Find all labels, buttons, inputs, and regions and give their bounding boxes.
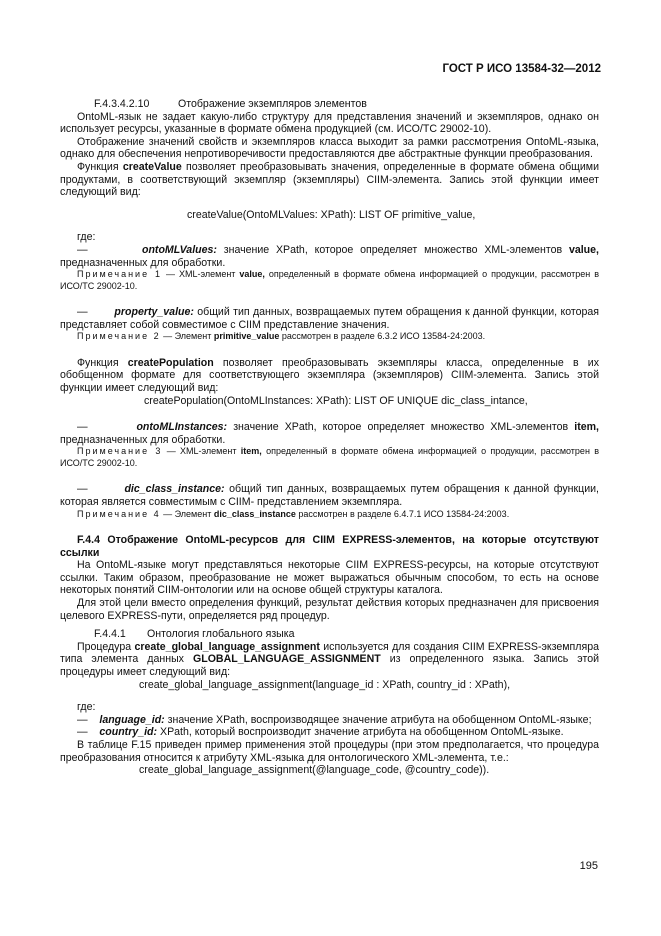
section-title: Онтология глобального языка xyxy=(147,628,295,641)
note: Примечание 2 — Элемент primitive_value рассмотрен в разделе 6.3.2 ИСО 13584-24:2003. xyxy=(77,331,486,342)
paragraph: В таблице F.15 приведен пример применения этой процедуры (при этом предполагается, что процедура преобразования относится к атрибуту XML-языка для онтологического XML-элемента, т.е.: xyxy=(60,738,599,764)
list-item: — ontoMLValues: значение XPath, которое определяет множество XML-элементов value, предназначенных для обработки. xyxy=(60,243,599,269)
section-heading: F.4.4 Отображение OntoML-ресурсов для CIIM EXPRESS-элементов, на которые отсутствуют ссылки xyxy=(60,534,599,559)
list-item: — ontoMLInstances: значение XPath, которое определяет множество XML-элементов item, предназначенных для обработки. xyxy=(60,421,599,446)
paragraph: Функция createPopulation позволяет преобразовывать экземпляры класса, определенные в их обобщенном формате для соответствующего экземпляра (экземпляров) CIIM-элемента. Запись этой функции имеет следующий вид: xyxy=(60,356,599,394)
where-label: где: xyxy=(77,701,96,714)
note: Примечание 1 — XML-элемент value, определенный в формате обмена информацией о продукции, рассмотрен в ИСО/ТС 29002-10. xyxy=(60,269,599,291)
formula: create_global_language_assignment(language_id : XPath, country_id : XPath), xyxy=(139,678,511,691)
page-content xyxy=(60,98,599,777)
paragraph: OntoML-язык не задает какую-либо структуру для представления значений и экземпляров, однако он использует ресурсы, указанные в формате обмена продукцией (см. ИСО/ТС 29002-10). xyxy=(60,110,599,136)
paragraph: Отображение значений свойств и экземпляров класса выходит за рамки рассмотрения OntoML-языка, однако для обеспечения непротиворечивости предоставляются две абстрактные функции преобразования. xyxy=(60,135,599,161)
list-item: — country_id: XPath, который воспроизводит значение атрибута на обобщенном OntoML-языке. xyxy=(77,726,564,739)
section-heading xyxy=(60,628,599,641)
list-item: — language_id: значение XPath, воспроизводящее значение атрибута на обобщенном OntoML-языке; xyxy=(77,713,592,726)
formula: create_global_language_assignment(@language_code, @country_code)). xyxy=(139,764,490,777)
paragraph: Функция createValue позволяет преобразовывать значения, определенные в формате обмена общими продуктами, в соответствующий экземпляр (экземпляры) CIIM-элемента. Запись этой функции имеет следующий вид: xyxy=(60,160,599,199)
paragraph: Процедура create_global_language_assignment используется для создания CIIM EXPRESS-экземпляра типа элемента данных GLOBAL_LANGUAGE_ASSIGNMENT из определенного языка. Запись этой процедуры имеет следующий вид: xyxy=(60,640,599,678)
paragraph: Для этой цели вместо определения функций, результат действия которых предназначен для присвоения целевого EXPRESS-пути, определяется ряд процедур. xyxy=(60,597,599,622)
formula: createPopulation(OntoMLInstances: XPath): LIST OF UNIQUE dic_class_intance, xyxy=(144,394,528,407)
page-number: 195 xyxy=(579,860,598,872)
document-header: ГОСТ Р ИСО 13584-32—2012 xyxy=(442,63,601,75)
where-label: где: xyxy=(77,231,96,244)
note: Примечание 4 — Элемент dic_class_instance рассмотрен в разделе 6.4.7.1 ИСО 13584-24:2003. xyxy=(77,508,510,519)
section-number: F.4.4.1 xyxy=(94,628,126,641)
note: Примечание 3 — XML-элемент item, определенный в формате обмена информацией о продукции, рассмотрен в ИСО/ТС 29002-10. xyxy=(60,446,599,468)
section-heading xyxy=(60,98,599,111)
formula: createValue(OntoMLValues: XPath): LIST OF primitive_value, xyxy=(187,208,476,221)
list-item: — property_value: общий тип данных, возвращаемых путем обращения к данной функции, которая представляет собой совместимое с CIIM представление значения. xyxy=(60,306,600,331)
list-item: — dic_class_instance: общий тип данных, возвращаемых путем обращения к данной функции, которая является совместимым с CIIM- представлением экземпляра. xyxy=(60,483,600,508)
paragraph: На OntoML-языке могут представляться некоторые CIIM EXPRESS-ресурсы, на которые отсутствуют ссылки. Таким образом, преобразование не может выражаться обычным способом, то есть на основе некоторых понятий CIIM-онтологии или на основе общей структуры каталога. xyxy=(60,559,599,597)
section-number: F.4.3.4.2.10 xyxy=(94,98,150,110)
section-title: Отображение экземпляров элементов xyxy=(178,98,367,110)
